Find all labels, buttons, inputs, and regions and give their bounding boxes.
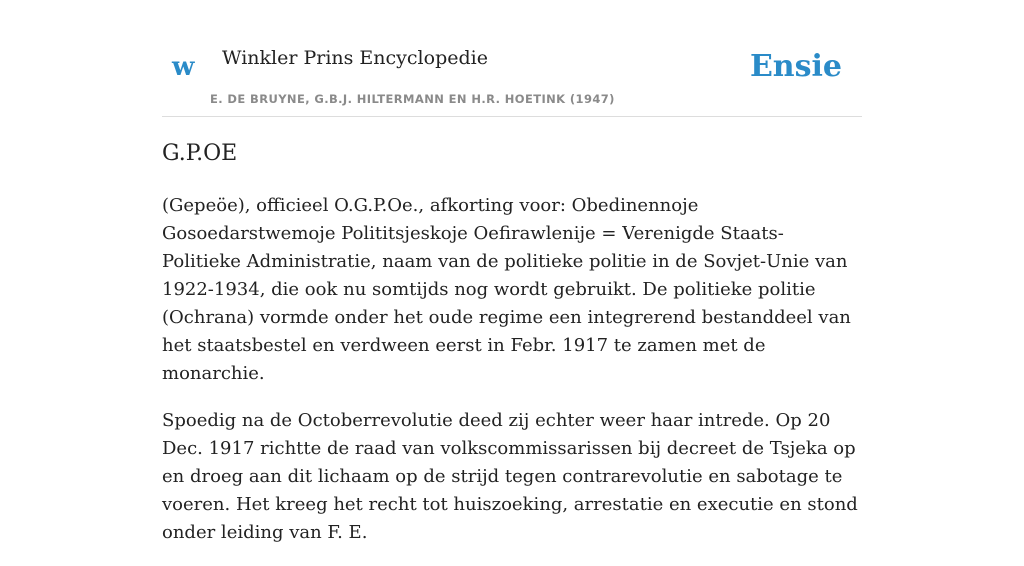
article-title: G.P.OE bbox=[162, 141, 238, 166]
article-body bbox=[162, 192, 862, 566]
winkler-prins-logo[interactable]: w bbox=[172, 52, 195, 82]
article-paragraph: Spoedig na de Octoberrevolutie deed zij echter weer haar intrede. Op 20 Dec. 1917 richtte de raad van volkscommissarissen bij decreet de Tsjeka op en droeg aan dit lichaam op de strijd tegen contrarevolutie en sabotage te voeren. Het kreeg het recht tot huiszoeking, arrestatie en executie en stond onder leiding van F. E. bbox=[162, 410, 858, 543]
ensie-brand-link[interactable]: Ensie bbox=[749, 49, 842, 84]
article-paragraph: (Gepeöe), officieel O.G.P.Oe., afkorting voor: Obedinennoje Gosoedarstwemoje Polititsjeskoje Oefirawlenije = Verenigde Staats-Politieke Administratie, naam van de politieke politie in de Sovjet-Unie van 1922-1934, die ook nu somtijds nog wordt gebruikt. De politieke politie (Ochrana) vormde onder het oude regime een integrerend bestanddeel van het staatsbestel en verdween eerst in Febr. 1917 te zamen met de monarchie. bbox=[162, 195, 851, 384]
authors-line: E. DE BRUYNE, G.B.J. HILTERMANN EN H.R. HOETINK (1947) bbox=[210, 92, 615, 106]
site-header bbox=[162, 40, 862, 117]
site-title[interactable]: Winkler Prins Encyclopedie bbox=[222, 47, 488, 69]
